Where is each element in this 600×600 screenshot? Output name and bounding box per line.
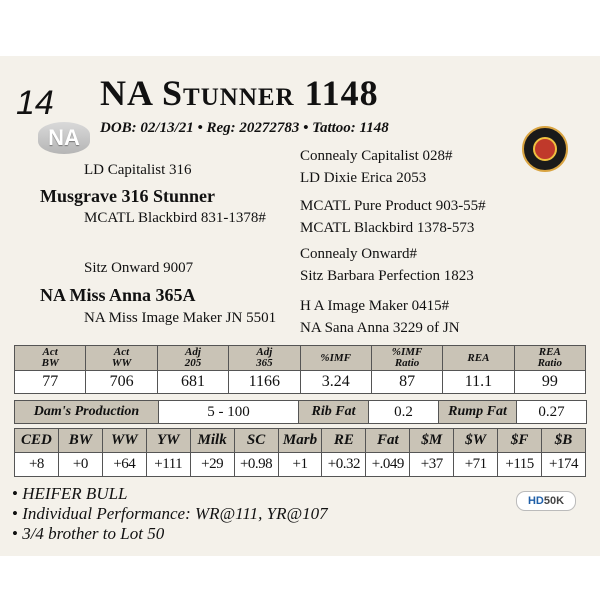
- pedigree-ss-dam: LD Dixie Erica 2053: [300, 170, 427, 186]
- seal-center: [533, 137, 557, 161]
- pedigree-sd-sire: MCATL Pure Product 903-55#: [300, 198, 486, 214]
- pedigree-dam-dam: NA Miss Image Maker JN 5501: [84, 310, 277, 326]
- epd-header: CED: [15, 429, 59, 453]
- epd-value: +1: [278, 453, 322, 477]
- note-item: • 3/4 brother to Lot 50: [12, 524, 328, 544]
- pedigree-ss-sire: Connealy Capitalist 028#: [300, 148, 453, 164]
- epd-header: BW: [58, 429, 102, 453]
- perf-header: REA Ratio: [514, 346, 585, 371]
- epd-value: +0: [58, 453, 102, 477]
- rib-fat-label: Rib Fat: [299, 401, 369, 424]
- epd-header: Marb: [278, 429, 322, 453]
- pedigree-dd-sire: H A Image Maker 0415#: [300, 298, 450, 314]
- pedigree-ds-dam: Sitz Barbara Perfection 1823: [300, 268, 474, 284]
- perf-header: Act BW: [15, 346, 86, 371]
- epd-value: +0.98: [234, 453, 278, 477]
- note-item: • HEIFER BULL: [12, 484, 328, 504]
- epd-value: +71: [454, 453, 498, 477]
- epd-value: +37: [410, 453, 454, 477]
- pedigree-dd-dam: NA Sana Anna 3229 of JN: [300, 320, 460, 336]
- animal-info-line: DOB: 02/13/21 • Reg: 20272783 • Tattoo: 1148: [100, 120, 389, 136]
- pedigree-dam: NA Miss Anna 365A: [40, 285, 196, 305]
- epd-header: Milk: [190, 429, 234, 453]
- epd-value: +115: [498, 453, 542, 477]
- epd-value: +8: [15, 453, 59, 477]
- epd-header: $W: [454, 429, 498, 453]
- perf-value: 1166: [229, 371, 300, 394]
- hd50k-badge: HD50K: [516, 491, 576, 511]
- perf-header: REA: [443, 346, 514, 371]
- perf-value: 681: [157, 371, 228, 394]
- perf-header: %IMF: [300, 346, 371, 371]
- association-seal-icon: [522, 126, 568, 172]
- lot-number: 14: [16, 84, 54, 122]
- dams-production-label: Dam's Production: [15, 401, 159, 424]
- rump-fat-value: 0.27: [517, 401, 587, 424]
- epd-value: +64: [102, 453, 146, 477]
- epd-value: +174: [542, 453, 586, 477]
- epd-header: SC: [234, 429, 278, 453]
- pedigree-dam-sire: Sitz Onward 9007: [84, 260, 194, 276]
- perf-header: Adj 365: [229, 346, 300, 371]
- pedigree-ds-sire: Connealy Onward#: [300, 246, 418, 262]
- rib-fat-value: 0.2: [369, 401, 439, 424]
- epd-value-row: [15, 453, 586, 477]
- perf-header: Act WW: [86, 346, 157, 371]
- perf-value: 706: [86, 371, 157, 394]
- epd-value: +29: [190, 453, 234, 477]
- breeder-logo: NA: [38, 122, 90, 154]
- pedigree-sd-dam: MCATL Blackbird 1378-573: [300, 220, 475, 236]
- epd-header: RE: [322, 429, 366, 453]
- epd-header-row: [15, 429, 586, 453]
- epd-table: [14, 428, 586, 477]
- epd-header: YW: [146, 429, 190, 453]
- epd-header: $M: [410, 429, 454, 453]
- epd-header: WW: [102, 429, 146, 453]
- epd-header: Fat: [366, 429, 410, 453]
- performance-header-row: [15, 346, 586, 371]
- perf-value: 77: [15, 371, 86, 394]
- rump-fat-label: Rump Fat: [439, 401, 517, 424]
- epd-header: $F: [498, 429, 542, 453]
- epd-header: $B: [542, 429, 586, 453]
- animal-name: NA Stunner 1148: [100, 73, 379, 113]
- perf-value: 87: [371, 371, 442, 394]
- perf-value: 3.24: [300, 371, 371, 394]
- production-row: [15, 401, 587, 424]
- pedigree-sire-dam: MCATL Blackbird 831-1378#: [84, 210, 266, 226]
- notes-list: [12, 484, 328, 544]
- dams-production-value: 5 - 100: [159, 401, 299, 424]
- epd-value: +.049: [366, 453, 410, 477]
- perf-value: 11.1: [443, 371, 514, 394]
- perf-header: Adj 205: [157, 346, 228, 371]
- pedigree-sire-sire: LD Capitalist 316: [84, 162, 192, 178]
- performance-value-row: [15, 371, 586, 394]
- epd-value: +0.32: [322, 453, 366, 477]
- pedigree-sire: Musgrave 316 Stunner: [40, 186, 215, 206]
- production-table: [14, 400, 587, 424]
- perf-header: %IMF Ratio: [371, 346, 442, 371]
- perf-value: 99: [514, 371, 585, 394]
- performance-table: [14, 345, 586, 394]
- note-item: • Individual Performance: WR@111, YR@107: [12, 504, 328, 524]
- epd-value: +111: [146, 453, 190, 477]
